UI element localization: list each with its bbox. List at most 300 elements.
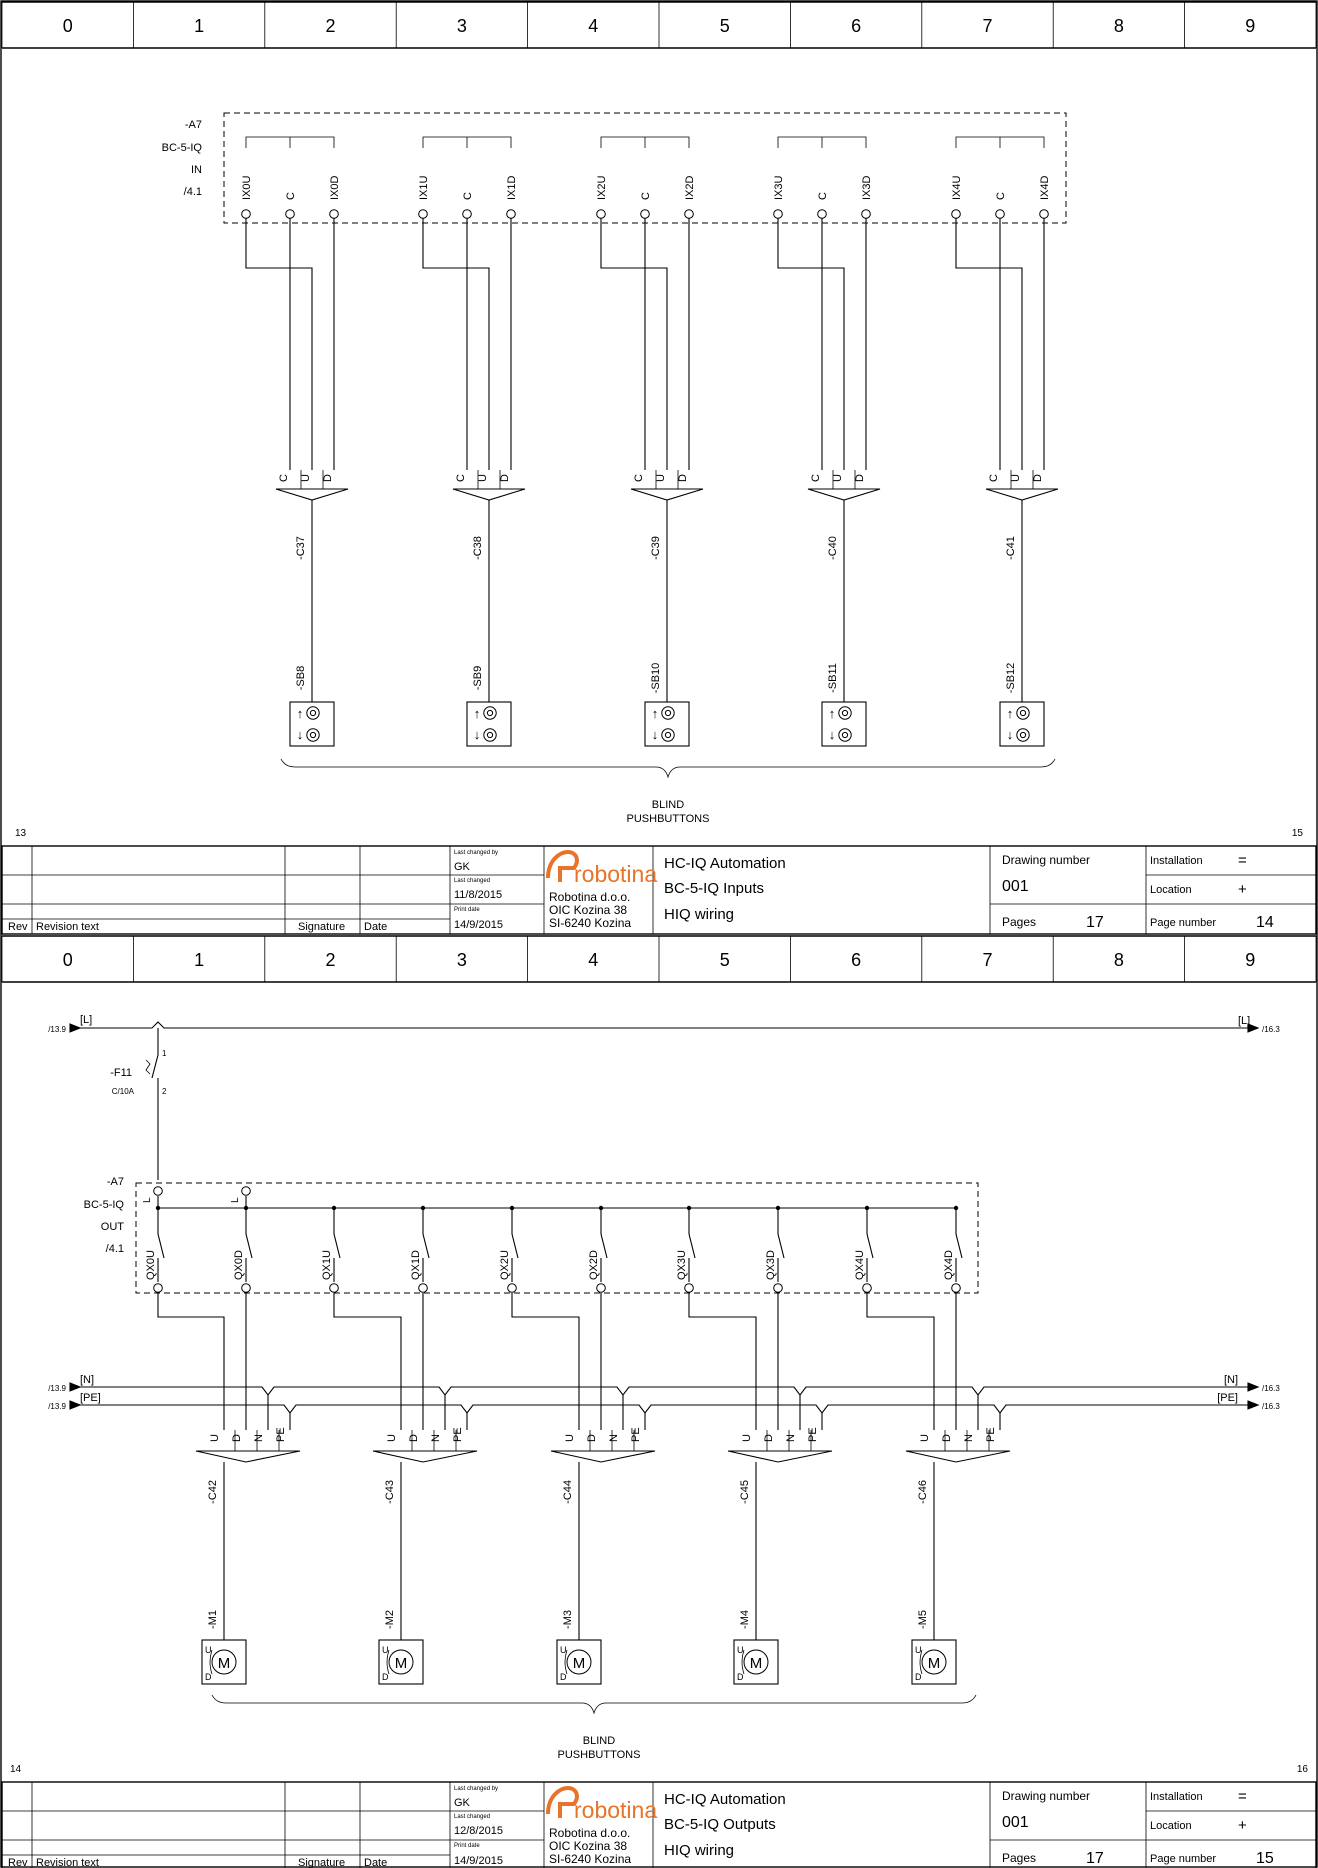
module-a7-input-boundary bbox=[224, 113, 1066, 223]
column-number: 3 bbox=[456, 950, 467, 970]
output-contact-switch-icon bbox=[778, 1234, 784, 1258]
bus-arrow-in bbox=[70, 1383, 80, 1391]
input-terminal bbox=[774, 210, 783, 219]
pages-label: Pages bbox=[1002, 915, 1037, 929]
motor-pin-d: D bbox=[382, 1672, 389, 1682]
bus-n-to-ref: /16.3 bbox=[1262, 1384, 1280, 1393]
input-terminal-label: IX4U bbox=[951, 175, 963, 200]
output-terminal-label: QX0D bbox=[233, 1250, 245, 1280]
title-block bbox=[2, 846, 1316, 934]
cable-core-label: C bbox=[633, 474, 645, 482]
cable-name: -C44 bbox=[562, 1480, 574, 1504]
motor-name: -M5 bbox=[917, 1610, 929, 1629]
column-number: 7 bbox=[982, 16, 993, 36]
cable-core-label: D bbox=[677, 474, 689, 482]
input-terminal bbox=[330, 210, 339, 219]
output-terminal bbox=[774, 1284, 783, 1293]
group-label-line2: PUSHBUTTONS bbox=[557, 1749, 641, 1761]
input-terminal bbox=[419, 210, 428, 219]
breaker-contact bbox=[152, 1055, 158, 1078]
column-number: 4 bbox=[588, 16, 599, 36]
pushbutton-contact-icon bbox=[487, 732, 492, 737]
page-number-value: 14 bbox=[1256, 914, 1274, 931]
output-contact-switch-icon bbox=[334, 1234, 340, 1258]
button-name: -SB11 bbox=[827, 663, 839, 693]
cable-funnel bbox=[728, 1451, 832, 1462]
last-changed-label: Last changed bbox=[454, 878, 491, 884]
bus-l-name: [L] bbox=[80, 1014, 93, 1026]
input-terminal-label: IX3U bbox=[773, 175, 785, 200]
location-label: Location bbox=[1150, 1820, 1192, 1832]
column-number: 1 bbox=[194, 950, 205, 970]
wire-u bbox=[246, 218, 312, 470]
pages-value: 17 bbox=[1086, 1850, 1104, 1867]
motor-pin-u: U bbox=[205, 1645, 212, 1655]
wire-u bbox=[689, 1293, 756, 1430]
bus-pe-line bbox=[80, 1405, 1248, 1413]
wire-u bbox=[601, 218, 667, 470]
print-date-label: Print date bbox=[454, 1843, 480, 1849]
cable-core-label: D bbox=[408, 1434, 420, 1442]
cable-core-label: U bbox=[300, 474, 312, 482]
output-terminal bbox=[154, 1284, 163, 1293]
last-changed-value: 12/8/2015 bbox=[454, 1825, 503, 1837]
bus-pe-name: [PE] bbox=[80, 1392, 101, 1404]
module-type: BC-5-IQ bbox=[83, 1199, 124, 1211]
cable-core-label: PE bbox=[275, 1427, 287, 1442]
cable-name: -C46 bbox=[917, 1480, 929, 1504]
input-terminal-label: IX0D bbox=[329, 175, 341, 200]
group-label-line1: BLIND bbox=[582, 1735, 616, 1747]
cable-name: -C37 bbox=[295, 536, 307, 560]
input-terminal-label: C bbox=[462, 192, 474, 200]
pushbutton-contact-icon bbox=[842, 710, 847, 715]
motor-group-brace bbox=[212, 1695, 976, 1713]
motor-pin-u: U bbox=[915, 1645, 922, 1655]
drawing-title-line3: HIQ wiring bbox=[664, 906, 735, 923]
cable-core-label: PE bbox=[452, 1427, 464, 1442]
cable-name: -C42 bbox=[207, 1480, 219, 1504]
breaker-pin-1: 1 bbox=[162, 1049, 167, 1058]
button-name: -SB8 bbox=[295, 665, 307, 691]
rev-header: Rev bbox=[8, 1857, 28, 1868]
cable-core-label: PE bbox=[985, 1427, 997, 1442]
breaker-name: -F11 bbox=[110, 1067, 132, 1079]
company-name: Robotina d.o.o. bbox=[549, 1826, 631, 1840]
wire-u bbox=[867, 1293, 934, 1430]
pushbutton-contact-icon bbox=[665, 732, 670, 737]
cable-core-label: U bbox=[564, 1434, 576, 1442]
motor-pin-u: U bbox=[382, 1645, 389, 1655]
output-contact-switch-icon bbox=[601, 1234, 607, 1258]
input-terminal-label: C bbox=[640, 192, 652, 200]
robotina-logo-mark bbox=[548, 852, 577, 882]
pushbutton-contact-icon bbox=[487, 710, 492, 715]
previous-page-ref: 14 bbox=[10, 1764, 22, 1775]
module-io: OUT bbox=[100, 1221, 124, 1233]
cable-funnel bbox=[906, 1451, 1010, 1462]
supply-terminal-label: L bbox=[142, 1197, 153, 1203]
last-changed-by-label: Last changed by bbox=[454, 1786, 499, 1792]
drawing-title-line3: HIQ wiring bbox=[664, 1842, 735, 1859]
cable-core-label: C bbox=[455, 474, 467, 482]
output-contact-switch-icon bbox=[956, 1234, 962, 1258]
bus-l-name-out: [L] bbox=[1238, 1015, 1251, 1027]
bus-n-name-out: [N] bbox=[1223, 1374, 1238, 1386]
robotina-logo-wordmark: robotina bbox=[574, 861, 658, 887]
output-terminal-label: QX3D bbox=[765, 1250, 777, 1280]
column-number: 5 bbox=[719, 950, 730, 970]
page-number-value: 15 bbox=[1256, 1850, 1274, 1867]
module-name: -A7 bbox=[106, 1176, 124, 1188]
cable-core-label: N bbox=[253, 1434, 265, 1442]
input-terminal bbox=[507, 210, 516, 219]
bus-n-from-ref: /13.9 bbox=[48, 1384, 66, 1393]
cable-core-label: D bbox=[322, 474, 334, 482]
wire-u bbox=[158, 1293, 224, 1430]
cable-funnel bbox=[631, 489, 703, 500]
motor-symbol: M bbox=[927, 1655, 941, 1672]
cable-funnel bbox=[808, 489, 880, 500]
module-type: BC-5-IQ bbox=[161, 142, 202, 154]
pushbutton-contact-icon bbox=[665, 710, 670, 715]
previous-page-ref: 13 bbox=[15, 828, 27, 839]
input-terminal bbox=[463, 210, 472, 219]
cable-core-label: D bbox=[941, 1434, 953, 1442]
breaker-rating: C/10A bbox=[111, 1087, 134, 1096]
bus-n-name: [N] bbox=[80, 1374, 95, 1386]
rev-header: Rev bbox=[8, 921, 28, 933]
cable-core-label: D bbox=[1032, 474, 1044, 482]
cable-core-label: C bbox=[810, 474, 822, 482]
wire-u bbox=[956, 218, 1022, 470]
module-a7-output-boundary bbox=[136, 1183, 978, 1293]
wire-u bbox=[334, 1293, 401, 1430]
bus-arrow-out bbox=[1248, 1383, 1258, 1391]
pushbutton-contact-icon bbox=[1020, 732, 1025, 737]
pushbutton-up-arrow-icon: ↑ bbox=[828, 706, 836, 721]
cable-funnel bbox=[196, 1451, 300, 1462]
group-label-line1: BLIND bbox=[651, 799, 685, 811]
output-terminal bbox=[330, 1284, 339, 1293]
output-terminal bbox=[508, 1284, 517, 1293]
motor-pin-u: U bbox=[737, 1645, 744, 1655]
pushbutton-contact-icon bbox=[842, 732, 847, 737]
input-terminal-label: IX2D bbox=[684, 175, 696, 200]
company-name: Robotina d.o.o. bbox=[549, 890, 631, 904]
output-contact-switch-icon bbox=[246, 1234, 252, 1258]
module-ref: /4.1 bbox=[183, 186, 202, 198]
column-number: 0 bbox=[62, 950, 73, 970]
drawing-title-line1: HC-IQ Automation bbox=[664, 1791, 786, 1808]
cable-funnel bbox=[986, 489, 1058, 500]
cable-funnel bbox=[276, 489, 348, 500]
bus-pe-name-out: [PE] bbox=[1217, 1392, 1238, 1404]
input-terminal bbox=[996, 210, 1005, 219]
cable-core-label: U bbox=[919, 1434, 931, 1442]
location-value: + bbox=[1238, 1817, 1247, 1834]
output-terminal-label: QX0U bbox=[145, 1250, 157, 1280]
cable-core-label: C bbox=[278, 474, 290, 482]
supply-terminal bbox=[154, 1187, 163, 1196]
bus-pe-to-ref: /16.3 bbox=[1262, 1402, 1280, 1411]
input-terminal bbox=[597, 210, 606, 219]
column-ruler bbox=[2, 936, 1316, 982]
print-date-value: 14/9/2015 bbox=[454, 1855, 503, 1867]
module-name: -A7 bbox=[184, 119, 202, 131]
cable-name: -C39 bbox=[650, 536, 662, 560]
cable-name: -C41 bbox=[1005, 536, 1017, 560]
column-number: 2 bbox=[325, 950, 336, 970]
input-terminal bbox=[242, 210, 251, 219]
motor-symbol: M bbox=[394, 1655, 408, 1672]
drawing-title-line2: BC-5-IQ Outputs bbox=[664, 1816, 776, 1833]
output-terminal-label: QX2D bbox=[588, 1250, 600, 1280]
input-terminal bbox=[818, 210, 827, 219]
output-terminal-label: QX4D bbox=[943, 1250, 955, 1280]
module-ref: /4.1 bbox=[105, 1243, 124, 1255]
last-changed-by-value: GK bbox=[454, 1797, 470, 1809]
signature-header: Signature bbox=[298, 921, 346, 933]
breaker-symbol-icon bbox=[146, 1060, 150, 1074]
pushbutton-down-arrow-icon: ↓ bbox=[651, 727, 659, 742]
robotina-logo-wordmark: robotina bbox=[574, 1797, 658, 1823]
supply-terminal-label: L bbox=[230, 1197, 241, 1203]
cable-core-label: U bbox=[655, 474, 667, 482]
column-number: 1 bbox=[194, 16, 205, 36]
robotina-logo-icon bbox=[548, 852, 577, 882]
output-terminal bbox=[952, 1284, 961, 1293]
input-terminal-label: IX1U bbox=[418, 175, 430, 200]
input-terminal bbox=[862, 210, 871, 219]
next-page-ref: 16 bbox=[1296, 1764, 1308, 1775]
motor-pin-d: D bbox=[205, 1672, 212, 1682]
input-terminal-label: IX4D bbox=[1039, 175, 1051, 200]
cable-core-label: C bbox=[988, 474, 1000, 482]
column-number: 2 bbox=[325, 16, 336, 36]
input-terminal bbox=[286, 210, 295, 219]
cable-name: -C45 bbox=[739, 1480, 751, 1504]
motor-pin-u: U bbox=[560, 1645, 567, 1655]
robotina-logo-icon bbox=[548, 1788, 577, 1818]
last-changed-value: 11/8/2015 bbox=[454, 889, 503, 901]
cable-funnel bbox=[373, 1451, 477, 1462]
input-terminal-label: IX0U bbox=[241, 175, 253, 200]
cable-core-label: N bbox=[785, 1434, 797, 1442]
output-contact-switch-icon bbox=[867, 1234, 873, 1258]
cable-core-label: N bbox=[963, 1434, 975, 1442]
input-terminal-label: C bbox=[817, 192, 829, 200]
motor-name: -M3 bbox=[562, 1610, 574, 1629]
breaker-pin-2: 2 bbox=[162, 1087, 167, 1096]
cable-core-label: PE bbox=[807, 1427, 819, 1442]
bus-l-line bbox=[80, 1022, 1248, 1028]
pushbutton-contact-icon bbox=[310, 710, 315, 715]
pushbutton-up-arrow-icon: ↑ bbox=[296, 706, 304, 721]
installation-value: = bbox=[1238, 1788, 1247, 1805]
location-label: Location bbox=[1150, 884, 1192, 896]
cable-core-label: U bbox=[1010, 474, 1022, 482]
output-terminal bbox=[242, 1284, 251, 1293]
pushbutton-group-brace bbox=[281, 759, 1055, 777]
cable-name: -C43 bbox=[384, 1480, 396, 1504]
company-address-line2: SI-6240 Kozina bbox=[549, 916, 632, 930]
drawing-number-label: Drawing number bbox=[1002, 853, 1091, 867]
cable-core-label: D bbox=[499, 474, 511, 482]
button-name: -SB12 bbox=[1005, 662, 1017, 694]
drawing-number-label: Drawing number bbox=[1002, 1789, 1091, 1803]
cable-core-label: N bbox=[608, 1434, 620, 1442]
date-header: Date bbox=[364, 921, 388, 933]
column-number: 3 bbox=[456, 16, 467, 36]
input-terminal bbox=[952, 210, 961, 219]
output-terminal-label: QX2U bbox=[499, 1250, 511, 1280]
cable-core-label: PE bbox=[630, 1427, 642, 1442]
output-terminal-label: QX1U bbox=[321, 1250, 333, 1280]
drawing-title-line2: BC-5-IQ Inputs bbox=[664, 880, 765, 897]
page-number-label: Page number bbox=[1150, 1853, 1217, 1865]
bus-n-line bbox=[80, 1387, 1248, 1395]
module-io: IN bbox=[191, 164, 202, 176]
column-number: 9 bbox=[1245, 16, 1256, 36]
pushbutton-contact-icon bbox=[1020, 710, 1025, 715]
output-terminal bbox=[685, 1284, 694, 1293]
button-name: -SB10 bbox=[650, 662, 662, 694]
pushbutton-down-arrow-icon: ↓ bbox=[828, 727, 836, 742]
input-terminal bbox=[641, 210, 650, 219]
wire-u bbox=[778, 218, 844, 470]
cable-core-label: U bbox=[209, 1434, 221, 1442]
column-ruler bbox=[2, 2, 1316, 48]
pushbutton-up-arrow-icon: ↑ bbox=[651, 706, 659, 721]
last-changed-by-label: Last changed by bbox=[454, 850, 499, 856]
robotina-logo-mark bbox=[548, 1788, 577, 1818]
revision-text-header: Revision text bbox=[36, 1857, 99, 1868]
location-value: + bbox=[1238, 881, 1247, 898]
column-number: 0 bbox=[62, 16, 73, 36]
pushbutton-contact-icon bbox=[310, 732, 315, 737]
input-terminal-label: IX2U bbox=[596, 175, 608, 200]
input-terminal-label: C bbox=[285, 192, 297, 200]
input-terminal-label: C bbox=[995, 192, 1007, 200]
print-date-value: 14/9/2015 bbox=[454, 919, 503, 931]
cable-core-label: D bbox=[586, 1434, 598, 1442]
bus-arrow-in bbox=[70, 1401, 80, 1409]
company-address-line1: OIC Kozina 38 bbox=[549, 1839, 628, 1853]
input-terminal bbox=[685, 210, 694, 219]
pushbutton-up-arrow-icon: ↑ bbox=[473, 706, 481, 721]
cable-name: -C38 bbox=[472, 536, 484, 560]
company-address-line1: OIC Kozina 38 bbox=[549, 903, 628, 917]
bus-l-to-ref: /16.3 bbox=[1262, 1025, 1280, 1034]
cable-name: -C40 bbox=[827, 536, 839, 560]
output-terminal bbox=[863, 1284, 872, 1293]
cable-core-label: N bbox=[430, 1434, 442, 1442]
wire-u bbox=[423, 218, 489, 470]
drawing-title-line1: HC-IQ Automation bbox=[664, 855, 786, 872]
motor-name: -M2 bbox=[384, 1610, 396, 1629]
print-date-label: Print date bbox=[454, 907, 480, 913]
column-number: 5 bbox=[719, 16, 730, 36]
last-changed-by-value: GK bbox=[454, 861, 470, 873]
column-number: 9 bbox=[1245, 950, 1256, 970]
cable-core-label: U bbox=[741, 1434, 753, 1442]
title-block bbox=[2, 1782, 1316, 1868]
pushbutton-up-arrow-icon: ↑ bbox=[1006, 706, 1014, 721]
page-number-label: Page number bbox=[1150, 917, 1217, 929]
output-terminal-label: QX3U bbox=[676, 1250, 688, 1280]
company-address-line2: SI-6240 Kozina bbox=[549, 1852, 632, 1866]
title-block-frame bbox=[2, 846, 1316, 934]
pages-label: Pages bbox=[1002, 1851, 1037, 1865]
output-terminal-label: QX1D bbox=[410, 1250, 422, 1280]
bus-l-from-ref: /13.9 bbox=[48, 1025, 66, 1034]
cable-core-label: U bbox=[477, 474, 489, 482]
output-terminal bbox=[597, 1284, 606, 1293]
motor-name: -M4 bbox=[739, 1610, 751, 1629]
column-number: 8 bbox=[1113, 950, 1124, 970]
column-number: 6 bbox=[851, 950, 862, 970]
pushbutton-down-arrow-icon: ↓ bbox=[473, 727, 481, 742]
cable-core-label: D bbox=[231, 1434, 243, 1442]
output-terminal bbox=[419, 1284, 428, 1293]
cable-core-label: U bbox=[832, 474, 844, 482]
cable-funnel bbox=[551, 1451, 655, 1462]
column-number: 8 bbox=[1113, 16, 1124, 36]
motor-symbol: M bbox=[217, 1655, 231, 1672]
input-terminal-label: IX3D bbox=[861, 175, 873, 200]
input-terminal-label: IX1D bbox=[506, 175, 518, 200]
group-label-line2: PUSHBUTTONS bbox=[626, 813, 710, 825]
signature-header: Signature bbox=[298, 1857, 346, 1868]
bus-arrow-out bbox=[1248, 1401, 1258, 1409]
pages-value: 17 bbox=[1086, 914, 1104, 931]
wire-u bbox=[512, 1293, 579, 1430]
motor-symbol: M bbox=[749, 1655, 763, 1672]
column-number: 6 bbox=[851, 16, 862, 36]
date-header: Date bbox=[364, 1857, 388, 1868]
pushbutton-down-arrow-icon: ↓ bbox=[1006, 727, 1014, 742]
supply-terminal bbox=[242, 1187, 251, 1196]
output-contact-switch-icon bbox=[512, 1234, 518, 1258]
next-page-ref: 15 bbox=[1291, 828, 1303, 839]
installation-value: = bbox=[1238, 852, 1247, 869]
cable-core-label: D bbox=[763, 1434, 775, 1442]
pushbutton-down-arrow-icon: ↓ bbox=[296, 727, 304, 742]
output-terminal-label: QX4U bbox=[854, 1250, 866, 1280]
output-contact-switch-icon bbox=[423, 1234, 429, 1258]
motor-name: -M1 bbox=[207, 1610, 219, 1629]
output-contact-switch-icon bbox=[158, 1234, 164, 1258]
input-terminal bbox=[1040, 210, 1049, 219]
installation-label: Installation bbox=[1150, 1791, 1203, 1803]
button-name: -SB9 bbox=[472, 665, 484, 691]
cable-core-label: D bbox=[854, 474, 866, 482]
column-number: 7 bbox=[982, 950, 993, 970]
revision-text-header: Revision text bbox=[36, 921, 99, 933]
last-changed-label: Last changed bbox=[454, 1814, 491, 1820]
bus-pe-from-ref: /13.9 bbox=[48, 1402, 66, 1411]
motor-pin-d: D bbox=[560, 1672, 567, 1682]
motor-symbol: M bbox=[572, 1655, 586, 1672]
column-number: 4 bbox=[588, 950, 599, 970]
output-contact-switch-icon bbox=[689, 1234, 695, 1258]
motor-pin-d: D bbox=[915, 1672, 922, 1682]
drawing-number-value: 001 bbox=[1002, 1814, 1029, 1831]
cable-core-label: U bbox=[386, 1434, 398, 1442]
drawing-number-value: 001 bbox=[1002, 878, 1029, 895]
bus-arrow-in bbox=[70, 1024, 80, 1032]
